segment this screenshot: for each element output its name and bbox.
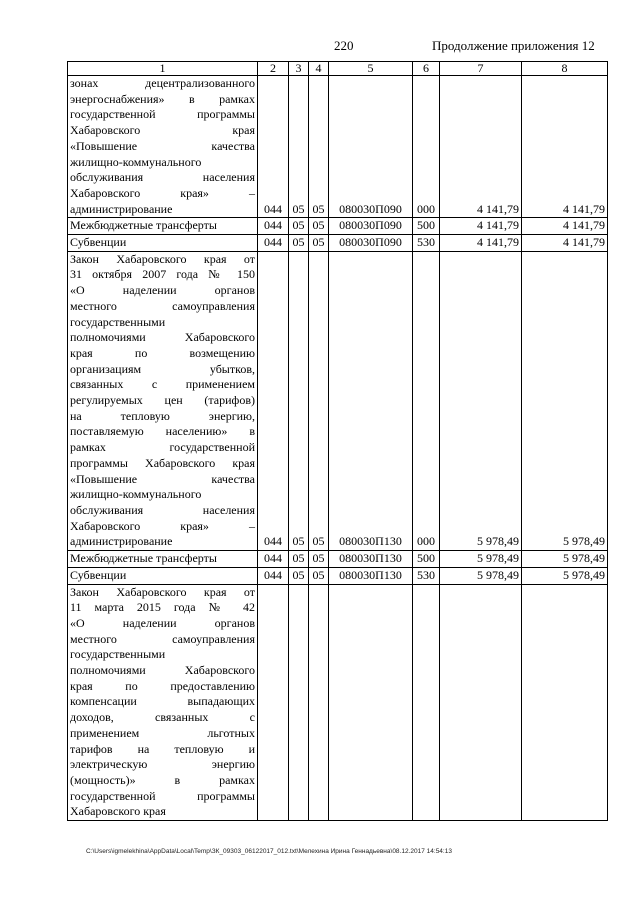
target-article-code: 080030П090 [329, 76, 413, 218]
description-line: государственной программы [70, 107, 255, 122]
description-line: края по предоставлению [70, 678, 255, 693]
ministry-code: 044 [258, 218, 289, 235]
description-line: на тепловую энергию, [70, 408, 255, 423]
description-line: энергоснабжения» в рамках [70, 91, 255, 106]
description-line: регулируемых цен (тарифов) [70, 393, 255, 408]
section-code: 05 [289, 218, 309, 235]
amount-executed: 4 141,79 [522, 235, 608, 252]
table-row [68, 584, 608, 821]
description-line: электрическую энергию [70, 757, 255, 772]
subsection-code: 05 [309, 76, 329, 218]
col-header: 6 [413, 62, 440, 76]
subsection-code: 05 [309, 218, 329, 235]
amount-planned [440, 584, 522, 821]
description-line: зонах децентрализованного [70, 76, 255, 90]
column-number-row [68, 62, 608, 76]
file-path-footer: C:\Users\igmelekhina\AppData\Local\Temp\ЗК_09303_06122017_012.txt\Мелехина Ирина Геннадьевна\08.12.2017 14:54:13 [86, 848, 452, 855]
target-article-code: 080030П130 [329, 551, 413, 568]
description-line: 11 марта 2015 года № 42 [70, 600, 255, 615]
col-header: 3 [289, 62, 309, 76]
target-article-code: 080030П130 [329, 567, 413, 584]
ministry-code: 044 [258, 251, 289, 550]
expense-type-code: 500 [413, 218, 440, 235]
description-line: 31 октября 2007 года № 150 [70, 267, 255, 282]
expense-type-code: 000 [413, 251, 440, 550]
row-description [68, 76, 258, 218]
section-code: 05 [289, 251, 309, 550]
description-line: Субвенции [70, 567, 127, 582]
description-line: жилищно-коммунального [70, 154, 202, 169]
col-header: 2 [258, 62, 289, 76]
ministry-code: 044 [258, 76, 289, 218]
description-line: полномочиями Хабаровского [70, 330, 255, 345]
page-number: 220 [334, 38, 354, 53]
description-line: Межбюджетные трансферты [70, 551, 217, 566]
description-line: Хабаровского края [70, 804, 166, 819]
amount-planned: 4 141,79 [440, 76, 522, 218]
description-line: государственными [70, 647, 166, 662]
description-line: администрирование [70, 534, 173, 549]
description-line: связанных с применением [70, 377, 255, 392]
row-description [68, 551, 258, 568]
expense-type-code: 530 [413, 567, 440, 584]
description-line: Хабаровского края [70, 123, 255, 138]
ministry-code [258, 584, 289, 821]
amount-planned: 5 978,49 [440, 551, 522, 568]
description-line: местного самоуправления [70, 298, 255, 313]
description-line: тарифов на тепловую и [70, 741, 255, 756]
appendix-continuation: Продолжение приложения 12 [432, 38, 595, 53]
ministry-code: 044 [258, 551, 289, 568]
description-line: организациям убытков, [70, 361, 255, 376]
table-row [68, 567, 608, 584]
amount-planned: 5 978,49 [440, 251, 522, 550]
description-line: Субвенции [70, 235, 127, 250]
section-code: 05 [289, 76, 309, 218]
expense-type-code: 530 [413, 235, 440, 252]
description-line: рамках государственной [70, 440, 255, 455]
ministry-code: 044 [258, 567, 289, 584]
description-line: Закон Хабаровского края от [70, 251, 255, 266]
description-line: компенсации выпадающих [70, 694, 255, 709]
amount-executed: 4 141,79 [522, 76, 608, 218]
col-header: 4 [309, 62, 329, 76]
section-code [289, 584, 309, 821]
description-line: Хабаровского края» – [70, 518, 255, 533]
amount-planned: 4 141,79 [440, 235, 522, 252]
row-description [68, 218, 258, 235]
table-row [68, 218, 608, 235]
amount-executed: 5 978,49 [522, 251, 608, 550]
description-line: администрирование [70, 201, 173, 216]
table-row [68, 76, 608, 218]
description-line: края по возмещению [70, 345, 255, 360]
col-header: 7 [440, 62, 522, 76]
description-line: местного самоуправления [70, 631, 255, 646]
description-line: полномочиями Хабаровского [70, 663, 255, 678]
description-line: обслуживания населения [70, 502, 255, 517]
description-line: «Повышение качества [70, 471, 255, 486]
amount-executed: 5 978,49 [522, 551, 608, 568]
description-line: применением льготных [70, 725, 255, 740]
subsection-code [309, 584, 329, 821]
subsection-code: 05 [309, 567, 329, 584]
table-row [68, 251, 608, 550]
col-header: 8 [522, 62, 608, 76]
table-row [68, 551, 608, 568]
description-line: государственными [70, 314, 166, 329]
description-line: поставляемую населению» в [70, 424, 255, 439]
subsection-code: 05 [309, 551, 329, 568]
subsection-code: 05 [309, 251, 329, 550]
section-code: 05 [289, 551, 309, 568]
amount-planned: 5 978,49 [440, 567, 522, 584]
amount-executed [522, 584, 608, 821]
section-code: 05 [289, 567, 309, 584]
target-article-code: 080030П130 [329, 251, 413, 550]
description-line: жилищно-коммунального [70, 487, 202, 502]
budget-table [67, 61, 608, 821]
amount-executed: 5 978,49 [522, 567, 608, 584]
description-line: «О наделении органов [70, 615, 255, 630]
expense-type-code: 000 [413, 76, 440, 218]
row-description [68, 567, 258, 584]
description-line: государственной программы [70, 788, 255, 803]
amount-planned: 4 141,79 [440, 218, 522, 235]
description-line: «О наделении органов [70, 283, 255, 298]
description-line: Межбюджетные трансферты [70, 218, 217, 233]
description-line: доходов, связанных с [70, 710, 255, 725]
description-line: Закон Хабаровского края от [70, 584, 255, 599]
description-line: обслуживания населения [70, 170, 255, 185]
target-article-code: 080030П090 [329, 235, 413, 252]
amount-executed: 4 141,79 [522, 218, 608, 235]
subsection-code: 05 [309, 235, 329, 252]
target-article-code: 080030П090 [329, 218, 413, 235]
expense-type-code [413, 584, 440, 821]
section-code: 05 [289, 235, 309, 252]
col-header: 5 [329, 62, 413, 76]
target-article-code [329, 584, 413, 821]
description-line: Хабаровского края» – [70, 185, 255, 200]
row-description [68, 235, 258, 252]
row-description [68, 251, 258, 550]
table-row [68, 235, 608, 252]
ministry-code: 044 [258, 235, 289, 252]
expense-type-code: 500 [413, 551, 440, 568]
col-header: 1 [68, 62, 258, 76]
description-line: «Повышение качества [70, 138, 255, 153]
row-description [68, 584, 258, 821]
description-line: программы Хабаровского края [70, 455, 255, 470]
description-line: (мощность)» в рамках [70, 772, 255, 787]
